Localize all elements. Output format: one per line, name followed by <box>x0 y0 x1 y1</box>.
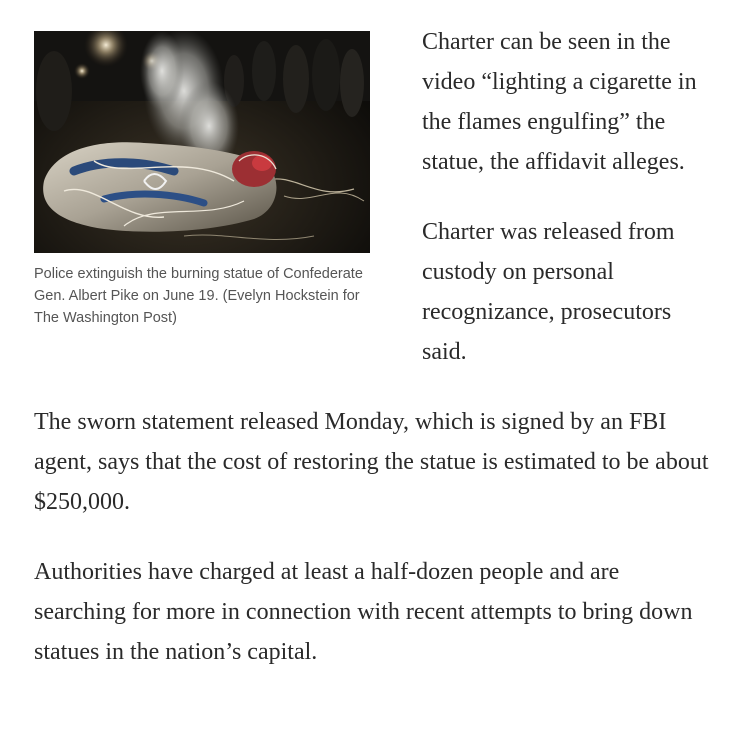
article-body <box>34 22 710 702</box>
article-figure <box>34 31 374 329</box>
statue-fire-photo <box>34 31 370 253</box>
photo-caption: Police extinguish the burning statue of Confederate Gen. Albert Pike on June 19. (Evelyn Hockstein for The Washington Post) <box>34 266 363 326</box>
paragraph-4: Authorities have charged at least a half-dozen people and are searching for more in connection with recent attempts to bring down statues in the nation’s capital. <box>34 559 693 665</box>
paragraph-1: Charter can be seen in the video “lighting a cigarette in the flames engulfing” the statue, the affidavit alleges. <box>422 29 697 175</box>
paragraph-3: The sworn statement released Monday, which is signed by an FBI agent, says that the cost of restoring the statue is estimated to be about $250,000. <box>34 409 709 515</box>
paragraph-2: Charter was released from custody on personal recognizance, prosecutors said. <box>422 219 675 365</box>
